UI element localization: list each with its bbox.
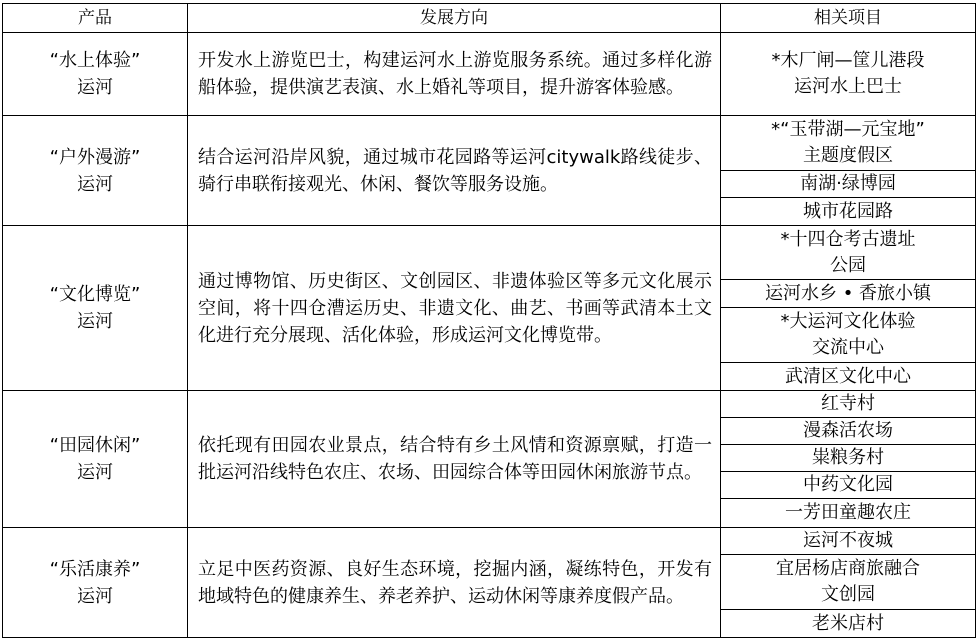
- product-name: “水上体验”: [49, 50, 141, 71]
- project-item: 武清区文化中心: [785, 365, 911, 387]
- header-projects: 相关项目: [721, 4, 976, 33]
- product-cell: [3, 528, 188, 638]
- project-item: 中药文化园: [721, 472, 975, 499]
- header-product: 产品: [3, 4, 188, 33]
- project-item: *十四仓考古遗址 公园: [721, 226, 975, 280]
- table-row: [3, 33, 976, 116]
- project-item: 运河不夜城: [721, 528, 975, 555]
- project-item: 红寺村: [721, 391, 975, 418]
- project-item: 一芳田童趣农庄: [785, 502, 911, 523]
- product-name: “乐活康养”: [49, 558, 141, 580]
- project-item: 宜居杨店商旅融合 文创园: [721, 555, 975, 610]
- projects-cell: [721, 226, 976, 391]
- direction-cell: 依托现有田园农业景点，结合特有乡土风情和资源禀赋，打造一批运河沿线特色农庄、农场、田园综合体等田园休闲旅游节点。: [188, 391, 721, 528]
- project-item: 老米店村: [812, 612, 884, 634]
- direction-cell: 立足中医药资源、良好生态环境，挖掘内涵，凝练特色，开发有地域特色的健康养生、养老养护、运动休闲等康养度假产品。: [188, 528, 721, 638]
- projects-cell: [721, 116, 976, 226]
- table-row: [3, 116, 976, 226]
- project-item: 漫森活农场: [721, 418, 975, 445]
- product-cell: [3, 116, 188, 226]
- projects-cell: [721, 391, 976, 528]
- product-cell: [3, 226, 188, 391]
- project-item: *大运河文化体验 交流中心: [721, 308, 975, 363]
- project-item: *“玉带湖—元宝地” 主题度假区: [721, 116, 975, 171]
- product-suffix: 运河: [77, 311, 113, 332]
- product-table: [2, 3, 976, 638]
- product-suffix: 运河: [77, 173, 113, 195]
- product-name: “田园休闲”: [49, 435, 141, 456]
- projects-cell: [721, 528, 976, 638]
- product-name: “户外漫游”: [49, 146, 141, 168]
- product-suffix: 运河: [77, 77, 113, 98]
- table-row: [3, 528, 976, 638]
- project-item: 粜粮务村: [721, 445, 975, 472]
- product-suffix: 运河: [77, 462, 113, 483]
- header-direction: 发展方向: [188, 4, 721, 33]
- product-cell: [3, 391, 188, 528]
- project-item: 城市花园路: [803, 200, 893, 222]
- project-item: 南湖·绿博园: [721, 171, 975, 198]
- projects-cell: [721, 33, 976, 116]
- direction-cell: 通过博物馆、历史街区、文创园区、非遗体验区等多元文化展示空间，将十四仓漕运历史、非遗文化、曲艺、书画等武清本土文化进行充分展现、活化体验，形成运河文化博览带。: [188, 226, 721, 391]
- product-name: “文化博览”: [49, 284, 141, 305]
- product-suffix: 运河: [77, 585, 113, 607]
- project-item: 运河水乡 • 香旅小镇: [721, 280, 975, 308]
- table-row: [3, 391, 976, 528]
- product-cell: [3, 33, 188, 116]
- project-item: *木厂闸—筐儿港段 运河水上巴士: [771, 50, 925, 97]
- header-row: [3, 4, 976, 33]
- direction-cell: 开发水上游览巴士，构建运河水上游览服务系统。通过多样化游船体验，提供演艺表演、水上婚礼等项目，提升游客体验感。: [188, 33, 721, 116]
- direction-cell: 结合运河沿岸风貌，通过城市花园路等运河citywalk路线徒步、骑行串联衔接观光、休闲、餐饮等服务设施。: [188, 116, 721, 226]
- table-row: [3, 226, 976, 391]
